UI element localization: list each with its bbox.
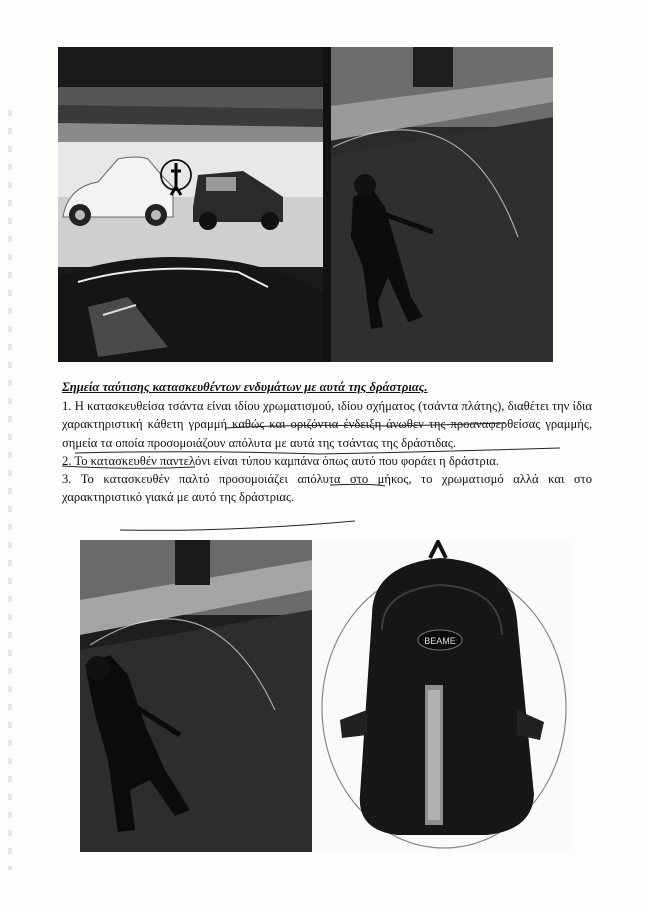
- photo-suspect-closeup: [80, 540, 312, 852]
- photo-street-cars: [58, 47, 323, 362]
- scan-edge-marks: [8, 110, 12, 870]
- finding-item-trousers: 2. Το κατασκευθέν παντελόνι είναι τύπου καμπάνα όπως αυτό που φοράει η δράστρια.: [62, 453, 499, 468]
- findings-heading: Σημεία ταύτισης κατασκευθέντων ενδυμάτων με αυτά της δράστριας.: [62, 380, 428, 394]
- photo-backpack: [312, 540, 572, 852]
- finding-item-bag: 1. Η κατασκευθείσα τσάντα είναι ιδίου χρωματισμού, ιδίου σχήματος (τσάντα πλάτης), διαθέτει την ίδια χαρακτηριστική κάθετη γραμμή καθώς και οριζόντια ένδειξη άνωθεν της προαναφερθείσας γραμμής, σημεία τα οποία προσομοιάζουν απόλυτα με αυτά της τσάντας της δράστιδας.: [62, 399, 592, 450]
- backpack-brand-label: BEAME: [424, 636, 456, 646]
- findings-text: [62, 378, 592, 506]
- photo-suspect-walking: [323, 47, 553, 362]
- finding-item-coat: 3. Το κατασκευθέν παλτό προσομοιάζει απόλυτα στο μήκος, το χρωματισμό αλλά και στο χαρακτηριστικό γιακά με αυτό της δράστριας.: [62, 472, 592, 505]
